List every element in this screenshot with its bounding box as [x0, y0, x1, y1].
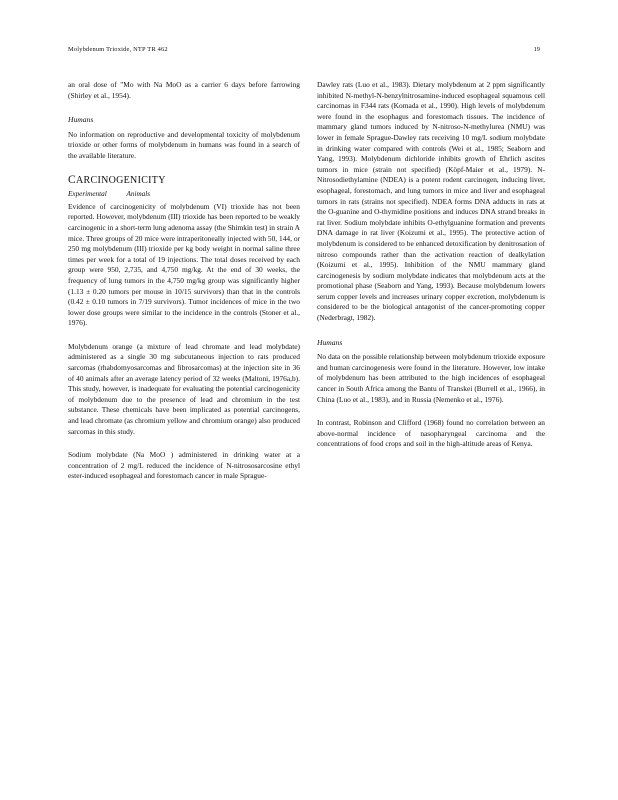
- heading-word: Experimental: [68, 190, 107, 199]
- paragraph: an oral dose of "Mo with Na MoO as a carrier 6 days before farrowing (Shirley et al., 1954).: [68, 80, 300, 100]
- paragraph: Sodium molybdate (Na MoO ) administered in drinking water at a concentration of 2 mg/L reduced the incidence of N-nitrososarcosine ethyl ester-induced esophageal and forestomach cancer in male Sprague-: [68, 450, 300, 481]
- experimental-animals-heading: [68, 189, 300, 200]
- section-heading-humans: Humans: [68, 115, 94, 125]
- page-header: [68, 46, 540, 58]
- paragraph: In contrast, Robinson and Clifford (1968) found no correlation between an above-normal incidence of nasopharyngeal carcinoma and the concentrations of food crops and soil in the high-altitude areas of Kenya.: [317, 418, 545, 449]
- heading-initial: C: [68, 173, 76, 186]
- paragraph: No data on the possible relationship between molybdenum trioxide exposure and human carcinogenesis were found in the literature. However, low intake of molybdenum has been attributed to the high incidences of esophageal cancer in South Africa among the Bantu of Transkei (Burrell et al., 1966), in China (Luo et al., 1983), and in Russia (Nemenko et al., 1976).: [317, 352, 545, 404]
- section-heading-humans: Humans: [317, 337, 343, 347]
- left-column: [68, 80, 300, 495]
- paragraph: No information on reproductive and developmental toxicity of molybdenum trioxide or other forms of molybdenum in humans was found in a search of the available literature.: [68, 129, 300, 160]
- paragraph: Evidence of carcinogenicity of molybdenum (VI) trioxide has not been reported. However, molybdenum (III) trioxide has been reported to be weakly carcinogenic in a short-term lung adenoma assay (the Shimkin test) in strain A mice. Three groups of 20 mice were intraperitoneally injected with 50, 144, or 250 mg molybdenum (III) trioxide per kg body weight in normal saline three times per week for a total of 19 injections. The total doses received by each group were 950, 2,735, and 4,750 mg/kg. At the end of 30 weeks, the frequency of lung tumors in the 4,750 mg/kg group was significantly higher (1.13 ± 0.20 tumors per mouse in 10/15 survivors) than that in the controls (0.42 ± 0.10 tumors in 7/19 survivors). Tumor incidences of mice in the two lower dose groups were similar to the incidence in the controls (Stoner et al., 1976).: [68, 201, 300, 328]
- right-column: [317, 80, 545, 463]
- paragraph: Dawley rats (Luo et al., 1983). Dietary molybdenum at 2 ppm significantly inhibited N-methyl-N-benzylnitrosamine-induced esophageal squamous cell carcinomas in F344 rats (Komada et al., 1990). High levels of molybdenum were found in the esophagus and forestomach tissues. The incidence of mammary gland tumors induced by N-nitroso-N-methylurea (NMU) was lower in female Sprague-Dawley rats receiving 10 mg/L sodium molybdate in drinking water compared with controls (Wei et al., 1985; Seaborn and Yang, 1993). Molybdenum dichloride inhibits growth of Ehrlich ascites tumors in mice (strain not specified) (Köpf-Maier et al., 1979). N-Nitrosodiethylamine (NDEA) is a potent rodent carcinogen, inducing liver, esophageal, forestomach, and lung tumors in mice and liver and esophageal tumors in rats (strains not specified). NDEA forms DNA adducts in rats at the O-guanine and O-thymidine positions and induces DNA strand breaks in rat liver. Sodium molybdate inhibits O-ethylguanine formation and prevents DNA damage in rat liver (Koizumi et al., 1995). The protective action of molybdenum is considered to be enhanced detoxification by denitrosation of nitroso compounds rather than the activation reaction of dealkylation (Koizumi et al., 1995). Inhibition of the NMU mammary gland carcinogenesis by sodium molybdate indicates that molybdenum acts at the promotional phase (Seaborn and Yang, 1993). Because molybdenum lowers serum copper levels and increases urinary copper excretion, molybdenum is considered to be the biological antagonist of the cancer-promoting copper (Nederbragt, 1982).: [317, 80, 545, 323]
- paragraph: Molybdenum orange (a mixture of lead chromate and lead molybdate) administered as a single 30 mg subcutaneous injection to rats produced sarcomas (rhabdomyosarcomas and fibrosarcomas) at the injection site in 36 of 40 animals after an average latency period of 32 weeks (Maltoni, 1976a,b). This study, however, is inadequate for evaluating the potential carcinogenicity of molybdenum due to the presence of lead and chromium in the test substance. These chemicals have been implicated as potential carcinogens, and lead chromate (as chromium yellow and chromium orange) also produced sarcomas in this study.: [68, 341, 300, 436]
- carcinogenicity-heading: [68, 175, 300, 187]
- running-title: Molybdenum Trioxide, NTP TR 462: [68, 46, 168, 53]
- heading-word: Animals: [126, 190, 151, 199]
- heading-rest: ARCINOGENICITY: [75, 174, 166, 186]
- page-number: 19: [533, 46, 540, 53]
